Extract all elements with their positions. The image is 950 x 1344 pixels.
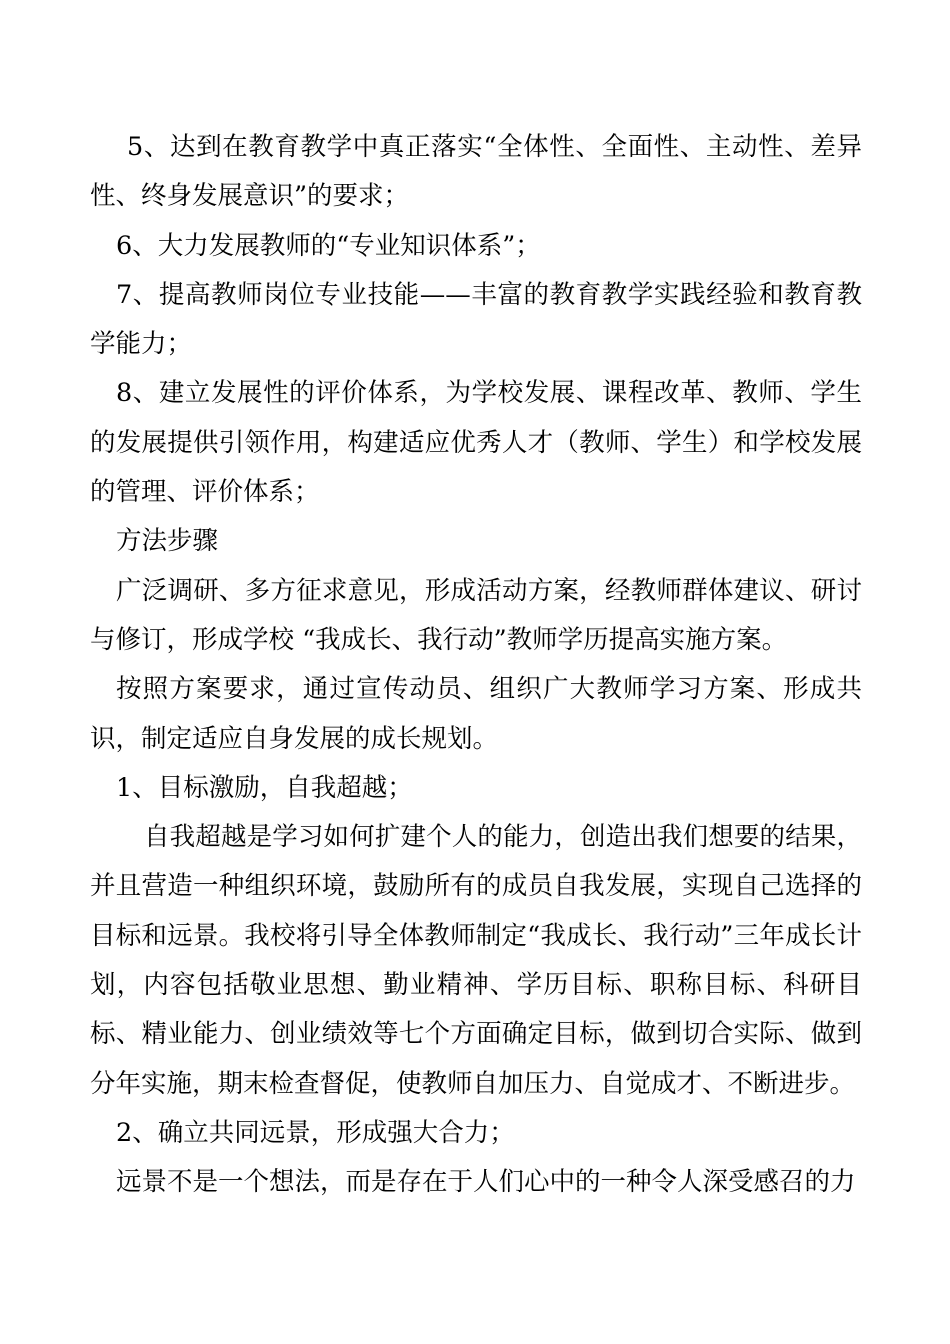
paragraph-step-2-heading: 2、确立共同远景，形成强大合力； <box>116 1117 515 1148</box>
paragraph-goal-5: 5、达到在教育教学中真正落实“全体性、全面性、主动性、差异性、终身发展意识”的要求； <box>90 132 862 212</box>
document-body <box>90 123 862 1208</box>
paragraph-research: 广泛调研、多方征求意见，形成活动方案，经教师群体建议、研讨与修订，形成学校 “我成长、我行动”教师学历提高实施方案。 <box>90 575 862 655</box>
paragraph-shared-vision: 远景不是一个想法，而是存在于人们心中的一种令人深受感召的力 <box>116 1167 856 1198</box>
paragraph-goal-7: 7、提高教师岗位专业技能——丰富的教育教学实践经验和教育教学能力； <box>90 279 862 360</box>
paragraph-step-1-heading: 1、目标激励，自我超越； <box>116 772 413 803</box>
paragraph-self-transcendence: 自我超越是学习如何扩建个人的能力，创造出我们想要的结果，并且营造一种组织环境，鼓励所有的成员自我发展，实现自己选择的目标和远景。我校将引导全体教师制定“我成长、我行动”三年成长计划，内容包括敬业思想、勤业精神、学历目标、职称目标、科研目标、精业能力、创业绩效等七个方面确定目标，做到切合实际、做到分年实施，期末检查督促，使教师自加压力、自觉成才、不断进步。 <box>90 822 862 1099</box>
paragraph-goal-6: 6、大力发展教师的“专业知识体系”； <box>116 230 541 261</box>
paragraph-plan-requirements: 按照方案要求，通过宣传动员、组织广大教师学习方案、形成共识，制定适应自身发展的成长规划。 <box>90 674 862 754</box>
paragraph-goal-8: 8、建立发展性的评价体系，为学校发展、课程改革、教师、学生的发展提供引领作用，构建适应优秀人才（教师、学生）和学校发展的管理、评价体系； <box>90 378 862 508</box>
section-heading-method-steps: 方法步骤 <box>116 526 219 557</box>
